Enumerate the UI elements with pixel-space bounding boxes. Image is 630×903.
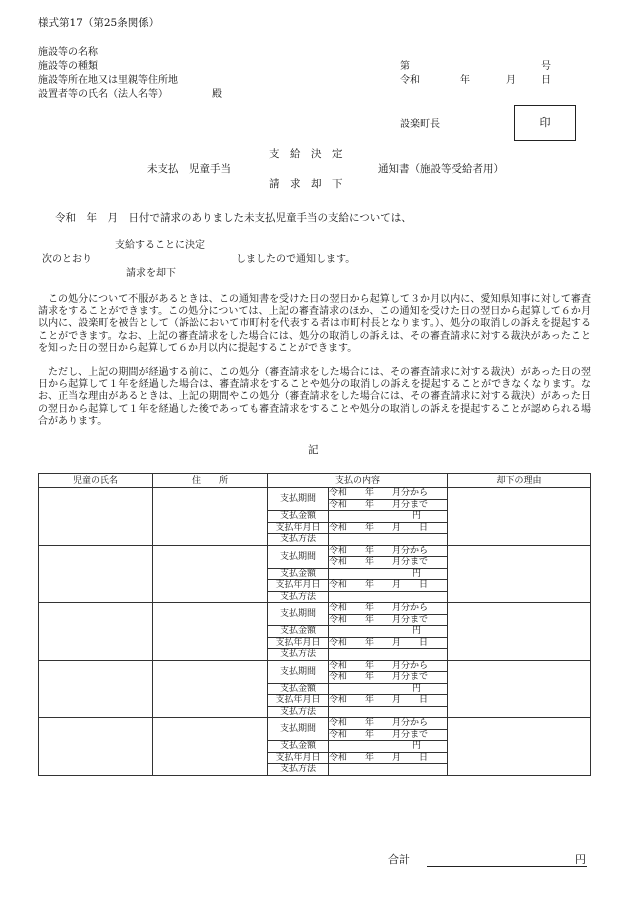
payment-date-label: 支払年月日 — [268, 695, 329, 707]
payment-method-label: 支払方法 — [268, 591, 329, 603]
amount-cell[interactable]: 円 — [329, 568, 448, 580]
payment-date-label: 支払年月日 — [268, 580, 329, 592]
payment-method-label: 支払方法 — [268, 706, 329, 718]
period-from[interactable]: 令和 年 月分から — [329, 488, 448, 500]
child-name-cell[interactable] — [39, 545, 153, 603]
period-label: 支払期間 — [268, 660, 329, 683]
seal-label: 印 — [539, 116, 551, 130]
facility-name-label: 施設等の名称 — [38, 47, 98, 58]
doc-number-prefix: 第 — [400, 61, 410, 72]
amount-label: 支払金額 — [268, 741, 329, 753]
table-row — [39, 660, 591, 672]
table-row — [39, 488, 591, 500]
table-header-row — [39, 474, 591, 488]
total-unit: 円 — [575, 853, 586, 866]
table-row — [39, 545, 591, 557]
doc-date-era: 令和 — [400, 75, 420, 86]
period-label: 支払期間 — [268, 545, 329, 568]
title-left: 未支払 児童手当 — [147, 163, 231, 175]
rejection-reason-cell[interactable] — [448, 718, 591, 776]
doc-date-year: 年 — [460, 75, 470, 86]
payment-date-cell[interactable]: 令和 年 月 日 — [329, 752, 448, 764]
payment-method-label: 支払方法 — [268, 649, 329, 661]
payment-method-cell[interactable] — [329, 764, 448, 776]
header-child-name: 児童の氏名 — [39, 474, 153, 488]
payment-date-label: 支払年月日 — [268, 522, 329, 534]
amount-label: 支払金額 — [268, 511, 329, 523]
doc-date-month: 月 — [506, 75, 516, 86]
period-from[interactable]: 令和 年 月分から — [329, 603, 448, 615]
child-name-cell[interactable] — [39, 603, 153, 661]
period-label: 支払期間 — [268, 488, 329, 511]
address-cell[interactable] — [153, 718, 268, 776]
period-to[interactable]: 令和 年 月分まで — [329, 672, 448, 684]
payment-date-cell[interactable]: 令和 年 月 日 — [329, 580, 448, 592]
rejection-reason-cell[interactable] — [448, 603, 591, 661]
amount-label: 支払金額 — [268, 626, 329, 638]
payment-method-cell[interactable] — [329, 591, 448, 603]
header-address: 住 所 — [153, 474, 268, 488]
decision-option-bottom: 請求を却下 — [126, 268, 176, 279]
address-cell[interactable] — [153, 545, 268, 603]
payment-method-cell[interactable] — [329, 534, 448, 546]
payment-date-cell[interactable]: 令和 年 月 日 — [329, 637, 448, 649]
title-top-option: 支 給 決 定 — [269, 148, 343, 160]
amount-label: 支払金額 — [268, 683, 329, 695]
facility-address-label: 施設等所在地又は里親等住所地 — [38, 75, 178, 86]
amount-cell[interactable]: 円 — [329, 683, 448, 695]
payment-date-label: 支払年月日 — [268, 637, 329, 649]
notice-paragraph-2: ただし、上記の期間が経過する前に、この処分（審査請求をした場合には、その審査請求に対する裁決）があった日の翌日から起算して１年を経過した場合は、審査請求をすることや処分の取消しの訴えを提起することができなくなります。なお、正当な理由があるときは、上記の期間やこの処分（審査請求をした場合には、その審査請求に対する裁決）があった日の翌日から起算して１年を経過した後であっても審査請求をすることや処分の取消しの訴えを提起することが認められる場合があります。 — [38, 367, 591, 427]
period-to[interactable]: 令和 年 月分まで — [329, 614, 448, 626]
address-cell[interactable] — [153, 603, 268, 661]
payment-date-cell[interactable]: 令和 年 月 日 — [329, 522, 448, 534]
header-payment-details: 支払の内容 — [268, 474, 448, 488]
payment-method-cell[interactable] — [329, 706, 448, 718]
amount-cell[interactable]: 円 — [329, 741, 448, 753]
issuer-name: 設楽町長 — [400, 119, 440, 130]
table-row — [39, 718, 591, 730]
decision-prefix: 次のとおり — [42, 254, 92, 265]
rejection-reason-cell[interactable] — [448, 488, 591, 546]
rejection-reason-cell[interactable] — [448, 660, 591, 718]
payment-table — [38, 473, 591, 776]
period-to[interactable]: 令和 年 月分まで — [329, 499, 448, 511]
form-number: 様式第17（第25条関係） — [38, 17, 160, 29]
seal-box — [514, 105, 576, 141]
amount-cell[interactable]: 円 — [329, 626, 448, 638]
amount-label: 支払金額 — [268, 568, 329, 580]
ki-heading: 記 — [308, 444, 319, 456]
period-label: 支払期間 — [268, 718, 329, 741]
total-label: 合計 — [388, 853, 410, 866]
child-name-cell[interactable] — [39, 718, 153, 776]
facility-type-label: 施設等の種類 — [38, 61, 98, 72]
founder-name-label: 設置者等の氏名（法人名等） — [38, 89, 168, 100]
child-name-cell[interactable] — [39, 660, 153, 718]
payment-method-label: 支払方法 — [268, 534, 329, 546]
doc-number-suffix: 号 — [541, 61, 551, 72]
rejection-reason-cell[interactable] — [448, 545, 591, 603]
address-cell[interactable] — [153, 488, 268, 546]
intro-line: 令和 年 月 日付で請求のありました未支払児童手当の支給については、 — [55, 212, 412, 224]
payment-date-label: 支払年月日 — [268, 752, 329, 764]
table-row — [39, 603, 591, 615]
total-underline — [427, 866, 587, 867]
payment-method-cell[interactable] — [329, 649, 448, 661]
decision-suffix: しましたので通知します。 — [236, 254, 356, 265]
period-to[interactable]: 令和 年 月分まで — [329, 557, 448, 569]
header-rejection-reason: 却下の理由 — [448, 474, 591, 488]
address-cell[interactable] — [153, 660, 268, 718]
notice-paragraph-1: この処分について不服があるときは、この通知書を受けた日の翌日から起算して３か月以内に、愛知県知事に対して審査請求をすることができます。この処分については、上記の審査請求のほか、この通知を受けた日の翌日から起算して６か月以内に、設楽町を被告として（訴訟において市町村を代表する者は市町村長となります。）、処分の取消しの訴えを提起することができます。なお、上記の審査請求をした場合には、処分の取消しの訴えは、その審査請求に対する裁決があったことを知った日の翌日から起算して６か月以内に提起することができます。 — [38, 294, 591, 354]
period-from[interactable]: 令和 年 月分から — [329, 545, 448, 557]
period-to[interactable]: 令和 年 月分まで — [329, 729, 448, 741]
period-from[interactable]: 令和 年 月分から — [329, 718, 448, 730]
addressee-suffix: 殿 — [212, 89, 222, 100]
period-from[interactable]: 令和 年 月分から — [329, 660, 448, 672]
child-name-cell[interactable] — [39, 488, 153, 546]
decision-option-top: 支給することに決定 — [115, 240, 205, 251]
title-bottom-option: 請 求 却 下 — [269, 178, 343, 190]
payment-method-label: 支払方法 — [268, 764, 329, 776]
payment-date-cell[interactable]: 令和 年 月 日 — [329, 695, 448, 707]
amount-cell[interactable]: 円 — [329, 511, 448, 523]
doc-date-day: 日 — [541, 75, 551, 86]
title-right: 通知書（施設等受給者用） — [378, 163, 504, 175]
period-label: 支払期間 — [268, 603, 329, 626]
